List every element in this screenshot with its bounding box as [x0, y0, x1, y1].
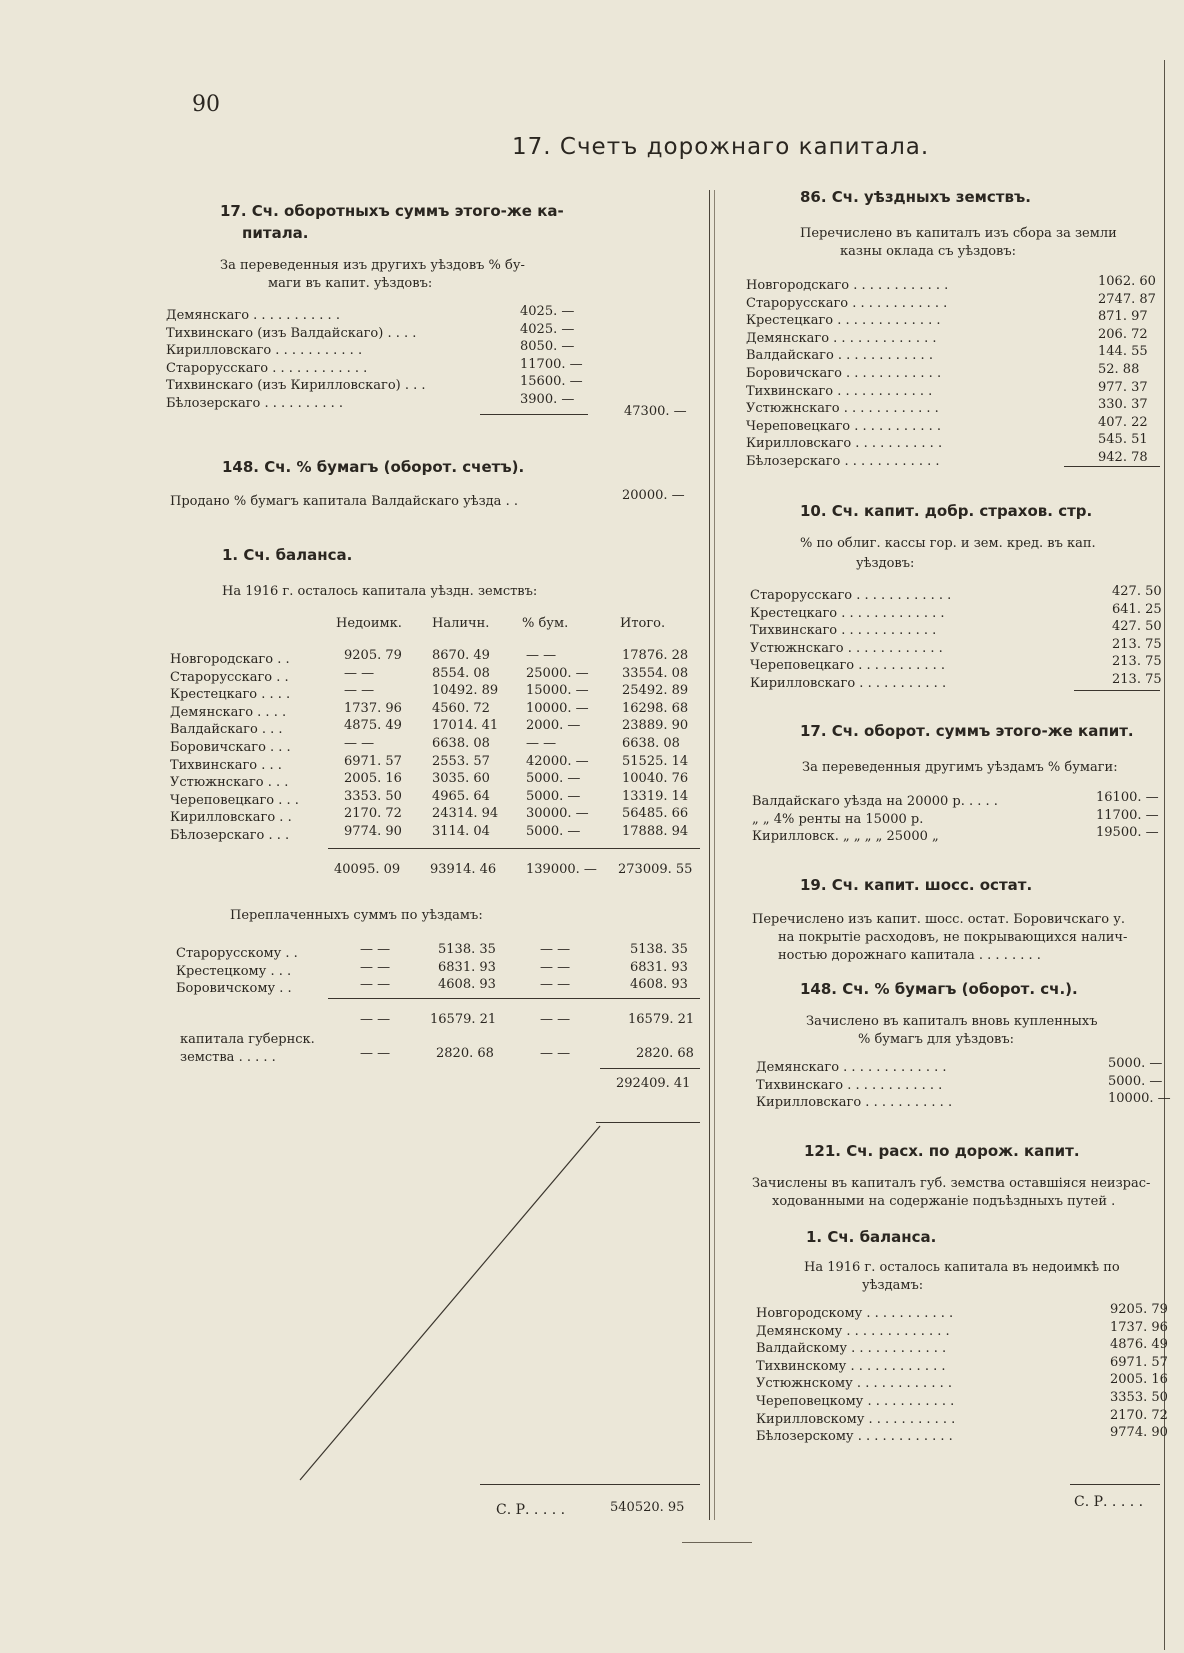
right-r5-intro-line1: Зачислено въ капиталъ вновь купленныхъ	[806, 1014, 1098, 1029]
right-r1-row-label: Устюжнскаго . . . . . . . . . . . .	[746, 401, 939, 417]
left-s1-row-value: 4025. —	[520, 321, 575, 337]
left-s3-row-itogo: 51525. 14	[622, 753, 689, 769]
left-s2-text: Продано % бумагъ капитала Валдайскаго уѣзда . .	[170, 494, 518, 509]
right-r2-row-label: Череповецкаго . . . . . . . . . . .	[750, 658, 946, 674]
right-r5-row-value: 10000. —	[1108, 1091, 1171, 1107]
left-s3-over-total-c3: — —	[540, 1012, 571, 1027]
left-s3-row-bum: — —	[526, 736, 557, 751]
right-r1-row-value: 942. 78	[1098, 450, 1148, 465]
right-footer-rule	[1070, 1484, 1160, 1485]
right-r1-row-label: Боровичскаго . . . . . . . . . . . .	[746, 366, 942, 381]
right-r7-intro-line2: уѣздамъ:	[862, 1278, 924, 1293]
left-s3-total-itogo: 273009. 55	[618, 862, 693, 877]
right-r1-row-label: Крестецкаго . . . . . . . . . . . . .	[746, 313, 941, 329]
right-r1-row-value: 871. 97	[1098, 309, 1148, 325]
left-footer-value: 540520. 95	[610, 1500, 685, 1515]
right-r2-row-label: Старорусскаго . . . . . . . . . . . .	[750, 588, 952, 603]
right-r4-text-line2: на покрытіе расходовъ, не покрывающихся налич-	[778, 930, 1128, 945]
right-r7-row-label: Череповецкому . . . . . . . . . . .	[756, 1394, 955, 1409]
right-r3-row-value: 16100. —	[1096, 790, 1159, 805]
left-s3-over-intro: Переплаченныхъ суммъ по уѣздамъ:	[230, 908, 483, 923]
right-r7-row-label: Бѣлозерскому . . . . . . . . . . . .	[756, 1429, 953, 1445]
left-s3-row-itogo: 17876. 28	[622, 648, 689, 663]
left-s3-over-row-c3: — —	[540, 977, 571, 993]
left-s3-row-itogo: 56485. 66	[622, 806, 689, 822]
right-r7-row-value: 1737. 96	[1110, 1319, 1168, 1335]
left-s3-row-bum: 5000. —	[526, 788, 581, 804]
right-r6-title: 121. Сч. расх. по дорож. капит.	[804, 1142, 1080, 1160]
right-r7-row-label: Кирилловскому . . . . . . . . . . .	[756, 1411, 956, 1427]
left-s1-row-label: Бѣлозерскаго . . . . . . . . . .	[166, 395, 344, 411]
left-s3-row-bum: 10000. —	[526, 700, 589, 716]
left-s3-over-row-c4: 4608. 93	[630, 977, 688, 993]
left-s3-over-row-c1: — —	[360, 959, 391, 975]
left-s3-row-nalichn: 24314. 94	[432, 806, 499, 822]
right-r7-row-label: Валдайскому . . . . . . . . . . . .	[756, 1341, 947, 1357]
right-r7-row-value: 9774. 90	[1110, 1425, 1168, 1441]
right-r7-title: 1. Сч. баланса.	[806, 1228, 937, 1246]
left-s3-row-label: Кирилловскаго . .	[170, 810, 292, 826]
right-r1-row-label: Демянскаго . . . . . . . . . . . . .	[746, 330, 937, 346]
right-r2-row-label: Тихвинскаго . . . . . . . . . . . .	[750, 623, 937, 639]
left-s3-row-nalichn: 4560. 72	[432, 700, 490, 716]
left-s3-over-total-c2: 16579. 21	[430, 1012, 497, 1027]
left-s3-row-nedoimk: 9774. 90	[344, 824, 402, 839]
right-r1-row-value: 977. 37	[1098, 379, 1148, 395]
left-s3-row-nalichn: 10492. 89	[432, 683, 499, 699]
right-r6-text-line2: ходованными на содержаніе подъѣздныхъ путей .	[772, 1194, 1116, 1209]
left-s3-row-bum: 5000. —	[526, 824, 581, 839]
left-s1-row-label: Кирилловскаго . . . . . . . . . . .	[166, 343, 363, 358]
left-s3-row-nalichn: 8554. 08	[432, 665, 490, 681]
left-s3-row-bum: 25000. —	[526, 665, 589, 681]
left-s3-over-row-c4: 6831. 93	[630, 959, 688, 975]
left-s1-row-value: 11700. —	[520, 356, 583, 372]
right-r1-row-label: Череповецкаго . . . . . . . . . . .	[746, 418, 942, 434]
left-s1-row-value: 4025. —	[520, 304, 575, 319]
right-r2-row-value: 641. 25	[1112, 601, 1162, 617]
right-r1-row-value: 1062. 60	[1098, 274, 1156, 289]
left-s3-header-itogo: Итого.	[620, 616, 666, 631]
left-s3-row-nalichn: 6638. 08	[432, 736, 490, 751]
left-s3-header-bum: % бум.	[522, 616, 569, 631]
page-title: 17. Счетъ дорожнаго капитала.	[512, 134, 930, 160]
left-s1-title-line2: питала.	[242, 224, 309, 242]
left-s3-row-nedoimk: 2170. 72	[344, 806, 402, 822]
left-s3-over-row-c2: 6831. 93	[438, 959, 496, 975]
left-s3-row-bum: 15000. —	[526, 683, 589, 699]
left-s3-row-itogo: 13319. 14	[622, 788, 689, 804]
left-s3-row-label: Новгородскаго . .	[170, 652, 290, 667]
right-r1-row-label: Старорусскаго . . . . . . . . . . . .	[746, 295, 948, 311]
left-s3-over-total-c4: 16579. 21	[628, 1012, 695, 1027]
right-footer-label: С. Р. . . . .	[1074, 1494, 1144, 1510]
right-r1-row-label: Бѣлозерскаго . . . . . . . . . . . .	[746, 454, 940, 469]
left-s3-over-row-c1: — —	[360, 977, 391, 993]
right-r1-sum-rule	[1064, 466, 1160, 467]
left-s3-row-nalichn: 4965. 64	[432, 788, 490, 804]
right-r1-row-value: 52. 88	[1098, 362, 1140, 377]
right-r7-row-label: Демянскому . . . . . . . . . . . . .	[756, 1323, 950, 1339]
right-r2-row-label: Кирилловскаго . . . . . . . . . . .	[750, 676, 947, 691]
left-s3-row-label: Демянскаго . . . .	[170, 704, 287, 720]
right-r7-row-label: Тихвинскому . . . . . . . . . . . .	[756, 1358, 946, 1374]
left-s3-row-label: Боровичскаго . . .	[170, 740, 291, 755]
right-r1-row-value: 545. 51	[1098, 432, 1148, 448]
left-s3-over-row-label: Старорусскому . .	[176, 946, 298, 961]
right-r2-row-label: Устюжнскаго . . . . . . . . . . . .	[750, 640, 943, 656]
left-s3-row-nalichn: 3035. 60	[432, 771, 490, 787]
right-r3-row-value: 19500. —	[1096, 825, 1159, 841]
left-s3-row-itogo: 33554. 08	[622, 665, 689, 681]
left-s1-row-value: 15600. —	[520, 374, 583, 389]
left-s3-title: 1. Сч. баланса.	[222, 546, 353, 564]
right-r3-row-label: „ „ 4% ренты на 15000 р.	[752, 811, 924, 827]
left-s1-row-value: 8050. —	[520, 339, 575, 354]
right-r7-row-value: 4876. 49	[1110, 1337, 1168, 1353]
right-r7-intro-line1: На 1916 г. осталось капитала въ недоимкѣ по	[804, 1260, 1120, 1275]
left-s3-row-label: Валдайскаго . . .	[170, 722, 283, 738]
right-r1-title: 86. Сч. уѣздныхъ земствъ.	[800, 188, 1031, 206]
left-s3-row-nedoimk: 9205. 79	[344, 648, 402, 663]
right-r3-row-label: Кирилловск. „ „ „ „ 25000 „	[752, 829, 939, 845]
left-s1-total: 47300. —	[624, 404, 687, 419]
left-s3-gub-c4: 2820. 68	[636, 1046, 694, 1061]
left-s1-row-label: Демянскаго . . . . . . . . . . .	[166, 308, 340, 323]
left-s3-over-row-c4: 5138. 35	[630, 942, 688, 957]
left-s3-row-label: Крестецкаго . . . .	[170, 687, 291, 703]
right-r5-intro-line2: % бумагъ для уѣздовъ:	[858, 1032, 1015, 1047]
left-s3-row-bum: 42000. —	[526, 753, 589, 769]
left-s3-total-nedoimk: 40095. 09	[334, 862, 401, 877]
right-r7-row-value: 2005. 16	[1110, 1372, 1168, 1388]
left-s3-over-total-c1: — —	[360, 1012, 391, 1027]
right-r1-row-value: 206. 72	[1098, 326, 1148, 342]
right-r7-row-label: Устюжнскому . . . . . . . . . . . .	[756, 1376, 952, 1392]
left-s3-row-bum: 30000. —	[526, 806, 589, 822]
right-r2-row-value: 427. 50	[1112, 584, 1162, 599]
right-r5-row-value: 5000. —	[1108, 1056, 1163, 1071]
left-s3-row-nedoimk: — —	[344, 683, 375, 699]
left-s3-row-bum: 5000. —	[526, 771, 581, 787]
left-s1-intro-line2: маги въ капит. уѣздовъ:	[268, 276, 433, 291]
left-s3-row-nalichn: 3114. 04	[432, 824, 490, 839]
right-r2-sum-rule	[1074, 690, 1160, 691]
left-s2-title: 148. Сч. % бумагъ (оборот. счетъ).	[222, 458, 525, 476]
right-r1-intro-line1: Перечислено въ капиталъ изъ сбора за земли	[800, 226, 1117, 241]
left-s1-intro-line1: За переведенныя изъ другихъ уѣздовъ % бу-	[220, 258, 525, 273]
left-s3-over-row-c3: — —	[540, 942, 571, 957]
left-s3-header-nedoimk: Недоимк.	[336, 616, 402, 631]
right-r3-intro: За переведенныя другимъ уѣздамъ % бумаги:	[802, 760, 1118, 775]
right-r1-row-label: Новгородскаго . . . . . . . . . . . .	[746, 278, 949, 293]
right-r4-text-line3: ностью дорожнаго капитала . . . . . . . .	[778, 948, 1041, 963]
right-r2-title: 10. Сч. капит. добр. страхов. стр.	[800, 502, 1093, 520]
left-s1-row-label: Старорусскаго . . . . . . . . . . . .	[166, 360, 368, 376]
left-s3-row-label: Устюжнскаго . . .	[170, 775, 289, 791]
left-s3-row-nedoimk: 4875. 49	[344, 718, 402, 734]
left-s3-header-nalichn: Наличн.	[432, 616, 490, 631]
left-s3-gub-c2: 2820. 68	[436, 1046, 494, 1061]
left-s3-over-row-c3: — —	[540, 959, 571, 975]
right-r4-text-line1: Перечислено изъ капит. шосс. остат. Боровичскаго у.	[752, 912, 1126, 927]
left-s1-row-label: Тихвинскаго (изъ Кирилловскаго) . . .	[166, 378, 426, 393]
right-r2-row-value: 213. 75	[1112, 672, 1162, 687]
right-r1-row-label: Валдайскаго . . . . . . . . . . . .	[746, 348, 933, 364]
left-s3-over-row-label: Боровичскому . .	[176, 981, 292, 997]
left-s3-row-label: Бѣлозерскаго . . .	[170, 828, 290, 843]
left-s3-total-bum: 139000. —	[526, 862, 597, 877]
right-r3-title: 17. Сч. оборот. суммъ этого-же капит.	[800, 722, 1134, 740]
left-s1-row-label: Тихвинскаго (изъ Валдайскаго) . . . .	[166, 325, 417, 341]
bottom-wavy-mark	[682, 1542, 752, 1543]
right-r1-row-value: 2747. 87	[1098, 291, 1156, 307]
right-r5-row-label: Демянскаго . . . . . . . . . . . . .	[756, 1060, 947, 1075]
right-r6-text-line1: Зачислены въ капиталъ губ. земства оставшіяся неизрас-	[752, 1176, 1151, 1191]
left-s1-row-value: 3900. —	[520, 391, 575, 407]
left-s3-over-row-c1: — —	[360, 942, 391, 957]
left-s3-gub-c1: — —	[360, 1046, 391, 1061]
left-s3-row-itogo: 23889. 90	[622, 718, 689, 734]
right-r2-intro-line1: % по облиг. кассы гор. и зем. кред. въ кап.	[800, 536, 1096, 551]
left-s2-value: 20000. —	[622, 488, 685, 503]
left-s1-title-line1: 17. Сч. оборотныхъ суммъ этого-же ка-	[220, 202, 564, 220]
right-r2-row-value: 213. 75	[1112, 654, 1162, 670]
right-r7-row-value: 3353. 50	[1110, 1390, 1168, 1405]
left-s3-row-nedoimk: 1737. 96	[344, 700, 402, 716]
left-s3-gub-c3: — —	[540, 1046, 571, 1061]
right-r2-intro-line2: уѣздовъ:	[856, 556, 915, 571]
left-s3-row-nedoimk: 6971. 57	[344, 753, 402, 769]
right-r7-row-value: 2170. 72	[1110, 1407, 1168, 1423]
right-r3-row-label: Валдайскаго уѣзда на 20000 р. . . . .	[752, 794, 998, 809]
right-r1-row-label: Кирилловскаго . . . . . . . . . . .	[746, 436, 943, 452]
right-r7-row-value: 9205. 79	[1110, 1302, 1168, 1317]
right-r5-row-label: Тихвинскаго . . . . . . . . . . . .	[756, 1077, 943, 1093]
left-s3-row-nalichn: 17014. 41	[432, 718, 499, 734]
left-s3-row-bum: 2000. —	[526, 718, 581, 734]
right-r1-row-value: 407. 22	[1098, 414, 1148, 430]
right-r3-row-value: 11700. —	[1096, 807, 1159, 823]
left-s3-row-itogo: 10040. 76	[622, 771, 689, 787]
left-s3-intro: На 1916 г. осталось капитала уѣздн. земствъ:	[222, 584, 538, 599]
right-r1-row-value: 144. 55	[1098, 344, 1148, 360]
right-r5-row-label: Кирилловскаго . . . . . . . . . . .	[756, 1095, 953, 1111]
right-r7-row-label: Новгородскому . . . . . . . . . . .	[756, 1306, 954, 1321]
right-r4-title: 19. Сч. капит. шосс. остат.	[800, 876, 1033, 894]
left-s3-gub-label-line1: капитала губернск.	[180, 1032, 315, 1047]
left-s3-row-itogo: 25492. 89	[622, 683, 689, 699]
left-footer-label: С. Р. . . . .	[496, 1502, 566, 1518]
right-r1-row-value: 330. 37	[1098, 397, 1148, 413]
left-s3-row-nedoimk: 3353. 50	[344, 788, 402, 804]
right-r5-row-value: 5000. —	[1108, 1073, 1163, 1089]
left-s3-row-label: Тихвинскаго . . .	[170, 757, 282, 773]
left-s3-row-itogo: 16298. 68	[622, 700, 689, 716]
left-s3-over-row-c2: 4608. 93	[438, 977, 496, 993]
left-s3-grand-total: 292409. 41	[616, 1076, 691, 1091]
right-r1-intro-line2: казны оклада съ уѣздовъ:	[840, 244, 1017, 259]
right-r2-row-value: 213. 75	[1112, 636, 1162, 652]
left-footer-rule	[480, 1484, 700, 1485]
left-s3-over-row-c2: 5138. 35	[438, 942, 496, 957]
left-s3-row-itogo: 6638. 08	[622, 736, 680, 751]
left-s3-row-nedoimk: — —	[344, 665, 375, 681]
left-s3-over-row-label: Крестецкому . . .	[176, 963, 292, 979]
right-r2-row-label: Крестецкаго . . . . . . . . . . . . .	[750, 605, 945, 621]
right-r1-row-label: Тихвинскаго . . . . . . . . . . . .	[746, 383, 933, 399]
left-s3-row-nalichn: 2553. 57	[432, 753, 490, 769]
left-s3-row-itogo: 17888. 94	[622, 824, 689, 839]
right-r2-row-value: 427. 50	[1112, 619, 1162, 635]
left-s3-total-nalichn: 93914. 46	[430, 862, 497, 877]
left-s3-row-label: Старорусскаго . .	[170, 669, 289, 685]
left-s3-row-bum: — —	[526, 648, 557, 663]
right-r7-row-value: 6971. 57	[1110, 1354, 1168, 1370]
right-r5-title: 148. Сч. % бумагъ (оборот. сч.).	[800, 980, 1078, 998]
left-s3-row-nalichn: 8670. 49	[432, 648, 490, 663]
left-s3-row-label: Череповецкаго . . .	[170, 792, 299, 808]
left-s3-row-nedoimk: 2005. 16	[344, 771, 402, 787]
left-s3-row-nedoimk: — —	[344, 736, 375, 751]
left-s3-gub-label-line2: земства . . . . .	[180, 1050, 276, 1065]
page-number: 90	[192, 92, 220, 117]
